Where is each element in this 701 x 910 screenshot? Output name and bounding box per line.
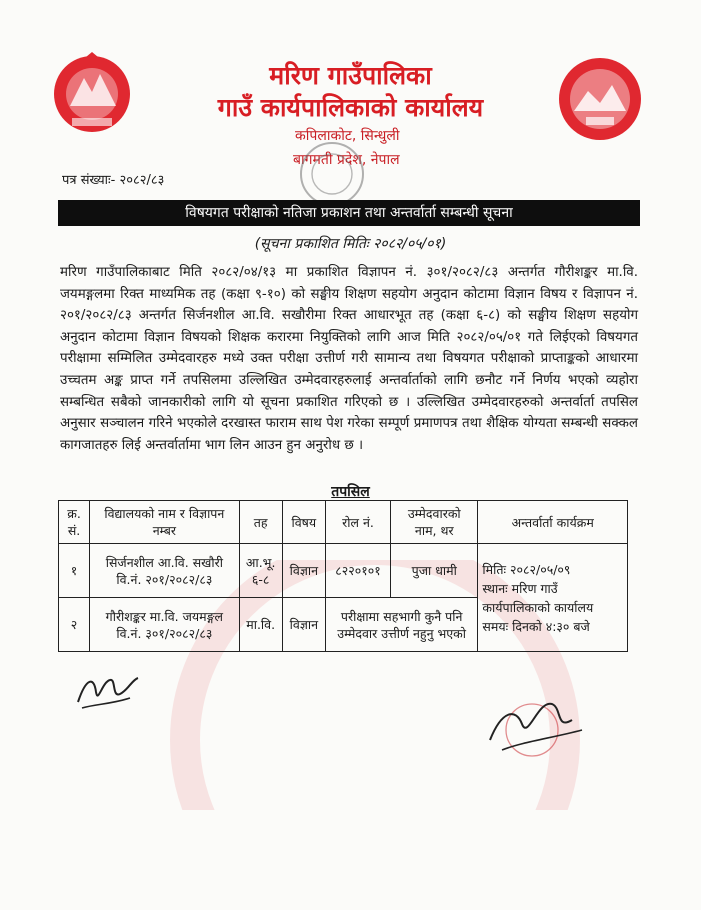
ad-number: वि.नं. ३०१/२०८२/८३ bbox=[116, 625, 213, 641]
schedule-table bbox=[58, 500, 628, 652]
school-name: गौरीशङ्कर मा.वि. जयमङ्गल bbox=[105, 608, 224, 624]
cell-school bbox=[90, 598, 240, 652]
address-line-1: कपिलाकोट, सिन्धुली bbox=[295, 128, 400, 144]
cell-school bbox=[90, 544, 240, 598]
col-header-interview: अन्तर्वार्ता कार्यक्रम bbox=[478, 501, 628, 544]
school-name: सिर्जनशील आ.वि. सखौरी bbox=[105, 554, 223, 570]
interview-date: मितिः २०८२/०५/०९ bbox=[482, 561, 571, 577]
schedule-title: तपसिल bbox=[331, 484, 370, 500]
cell-roll: ८२२०१०१ bbox=[325, 544, 390, 598]
signature-right-icon bbox=[482, 690, 590, 762]
cell-remark: परीक्षामा सहभागी कुनै पनि उम्मेदवार उत्तीर्ण नहुनु भएको bbox=[325, 598, 478, 652]
cell-level: आ.भू. ६-८ bbox=[239, 544, 282, 598]
interview-time: समयः दिनको ४:३० बजे bbox=[482, 618, 590, 634]
col-header-roll: रोल नं. bbox=[325, 501, 390, 544]
cell-sn: १ bbox=[59, 544, 90, 598]
cell-candidate: पुजा धामी bbox=[391, 544, 478, 598]
cell-interview-schedule bbox=[478, 544, 628, 652]
notice-body: मरिण गाउँपालिकाबाट मिति २०८२/०४/१३ मा प्रकाशित विज्ञापन नं. ३०१/२०८२/८३ अन्तर्गत गौरीशङ्कर मा.वि. जयमङ्गलमा रिक्त माध्यमिक तह (कक्षा ९-१०) को सङ्घीय शिक्षण सहयोग अनुदान कोटामा विज्ञान विषय र विज्ञापन नं. २०१/२०८२/८३ अन्तर्गत सिर्जनशील आ.वि. सखौरीमा रिक्त आधारभूत तह (कक्षा ६-८) को सङ्घीय शिक्षण सहयोग अनुदान कोटामा विज्ञान विषयको शिक्षक करारमा नियुक्तिको लागि आज मिति २०८२/०५/०१ गते लिईएको विषयगत परीक्षामा सम्मिलित उम्मेदवारहरु मध्ये उक्त परीक्षा उत्तीर्ण गरी सामान्य तथा विषयगत परीक्षाको प्राप्ताङ्कको आधारमा उच्चतम अङ्क प्राप्त गर्ने तपसिलमा उल्लिखित उम्मेदवारहरुलाई अन्तर्वार्ताको लागि छनौट गर्ने निर्णय भएको व्यहोरा सम्बन्धित सबैको जानकारीको लागि यो सूचना प्रकाशित गरिएको छ । उल्लिखित उम्मेदवारहरुको अन्तर्वार्ता तपसिल अनुसार सञ्चालन गरिने भएकोले दरखास्त फाराम साथ पेश गरेका सम्पूर्ण प्रमाणपत्र तथा शैक्षिक योग्यता सम्बन्धी सक्कल कागजातहरु लिई अन्तर्वार्तामा भाग लिन आउन हुन अनुरोध छ । bbox=[60, 265, 638, 453]
address-line-2: बागमती प्रदेश, नेपाल bbox=[293, 152, 400, 168]
table-header-row bbox=[59, 501, 628, 544]
notice-title: विषयगत परीक्षाको नतिजा प्रकाशन तथा अन्तर्वार्ता सम्बन्धी सूचना bbox=[58, 200, 640, 226]
table-row bbox=[59, 544, 628, 598]
office-subtitle: गाउँ कार्यपालिकाको कार्यालय bbox=[217, 93, 484, 122]
cell-sn: २ bbox=[59, 598, 90, 652]
col-header-school: विद्यालयको नाम र विज्ञापन नम्बर bbox=[90, 501, 240, 544]
col-header-subject: विषय bbox=[282, 501, 325, 544]
signature-left-icon bbox=[72, 668, 144, 714]
published-date: (सूचना प्रकाशित मितिः २०८२/०५/०१) bbox=[254, 236, 447, 252]
cell-subject: विज्ञान bbox=[282, 598, 325, 652]
interview-place: स्थानः मरिण गाउँ कार्यपालिकाको कार्यालय bbox=[482, 580, 594, 615]
col-header-sn: क्र. सं. bbox=[59, 501, 90, 544]
cell-level: मा.वि. bbox=[239, 598, 282, 652]
office-name: मरिण गाउँपालिका bbox=[269, 61, 432, 90]
letter-number: पत्र संख्याः- २०८२/८३ bbox=[62, 173, 165, 188]
cell-subject: विज्ञान bbox=[282, 544, 325, 598]
col-header-candidate: उम्मेदवारको नाम, थर bbox=[391, 501, 478, 544]
col-header-level: तह bbox=[239, 501, 282, 544]
ad-number: वि.नं. २०१/२०८२/८३ bbox=[116, 571, 213, 587]
